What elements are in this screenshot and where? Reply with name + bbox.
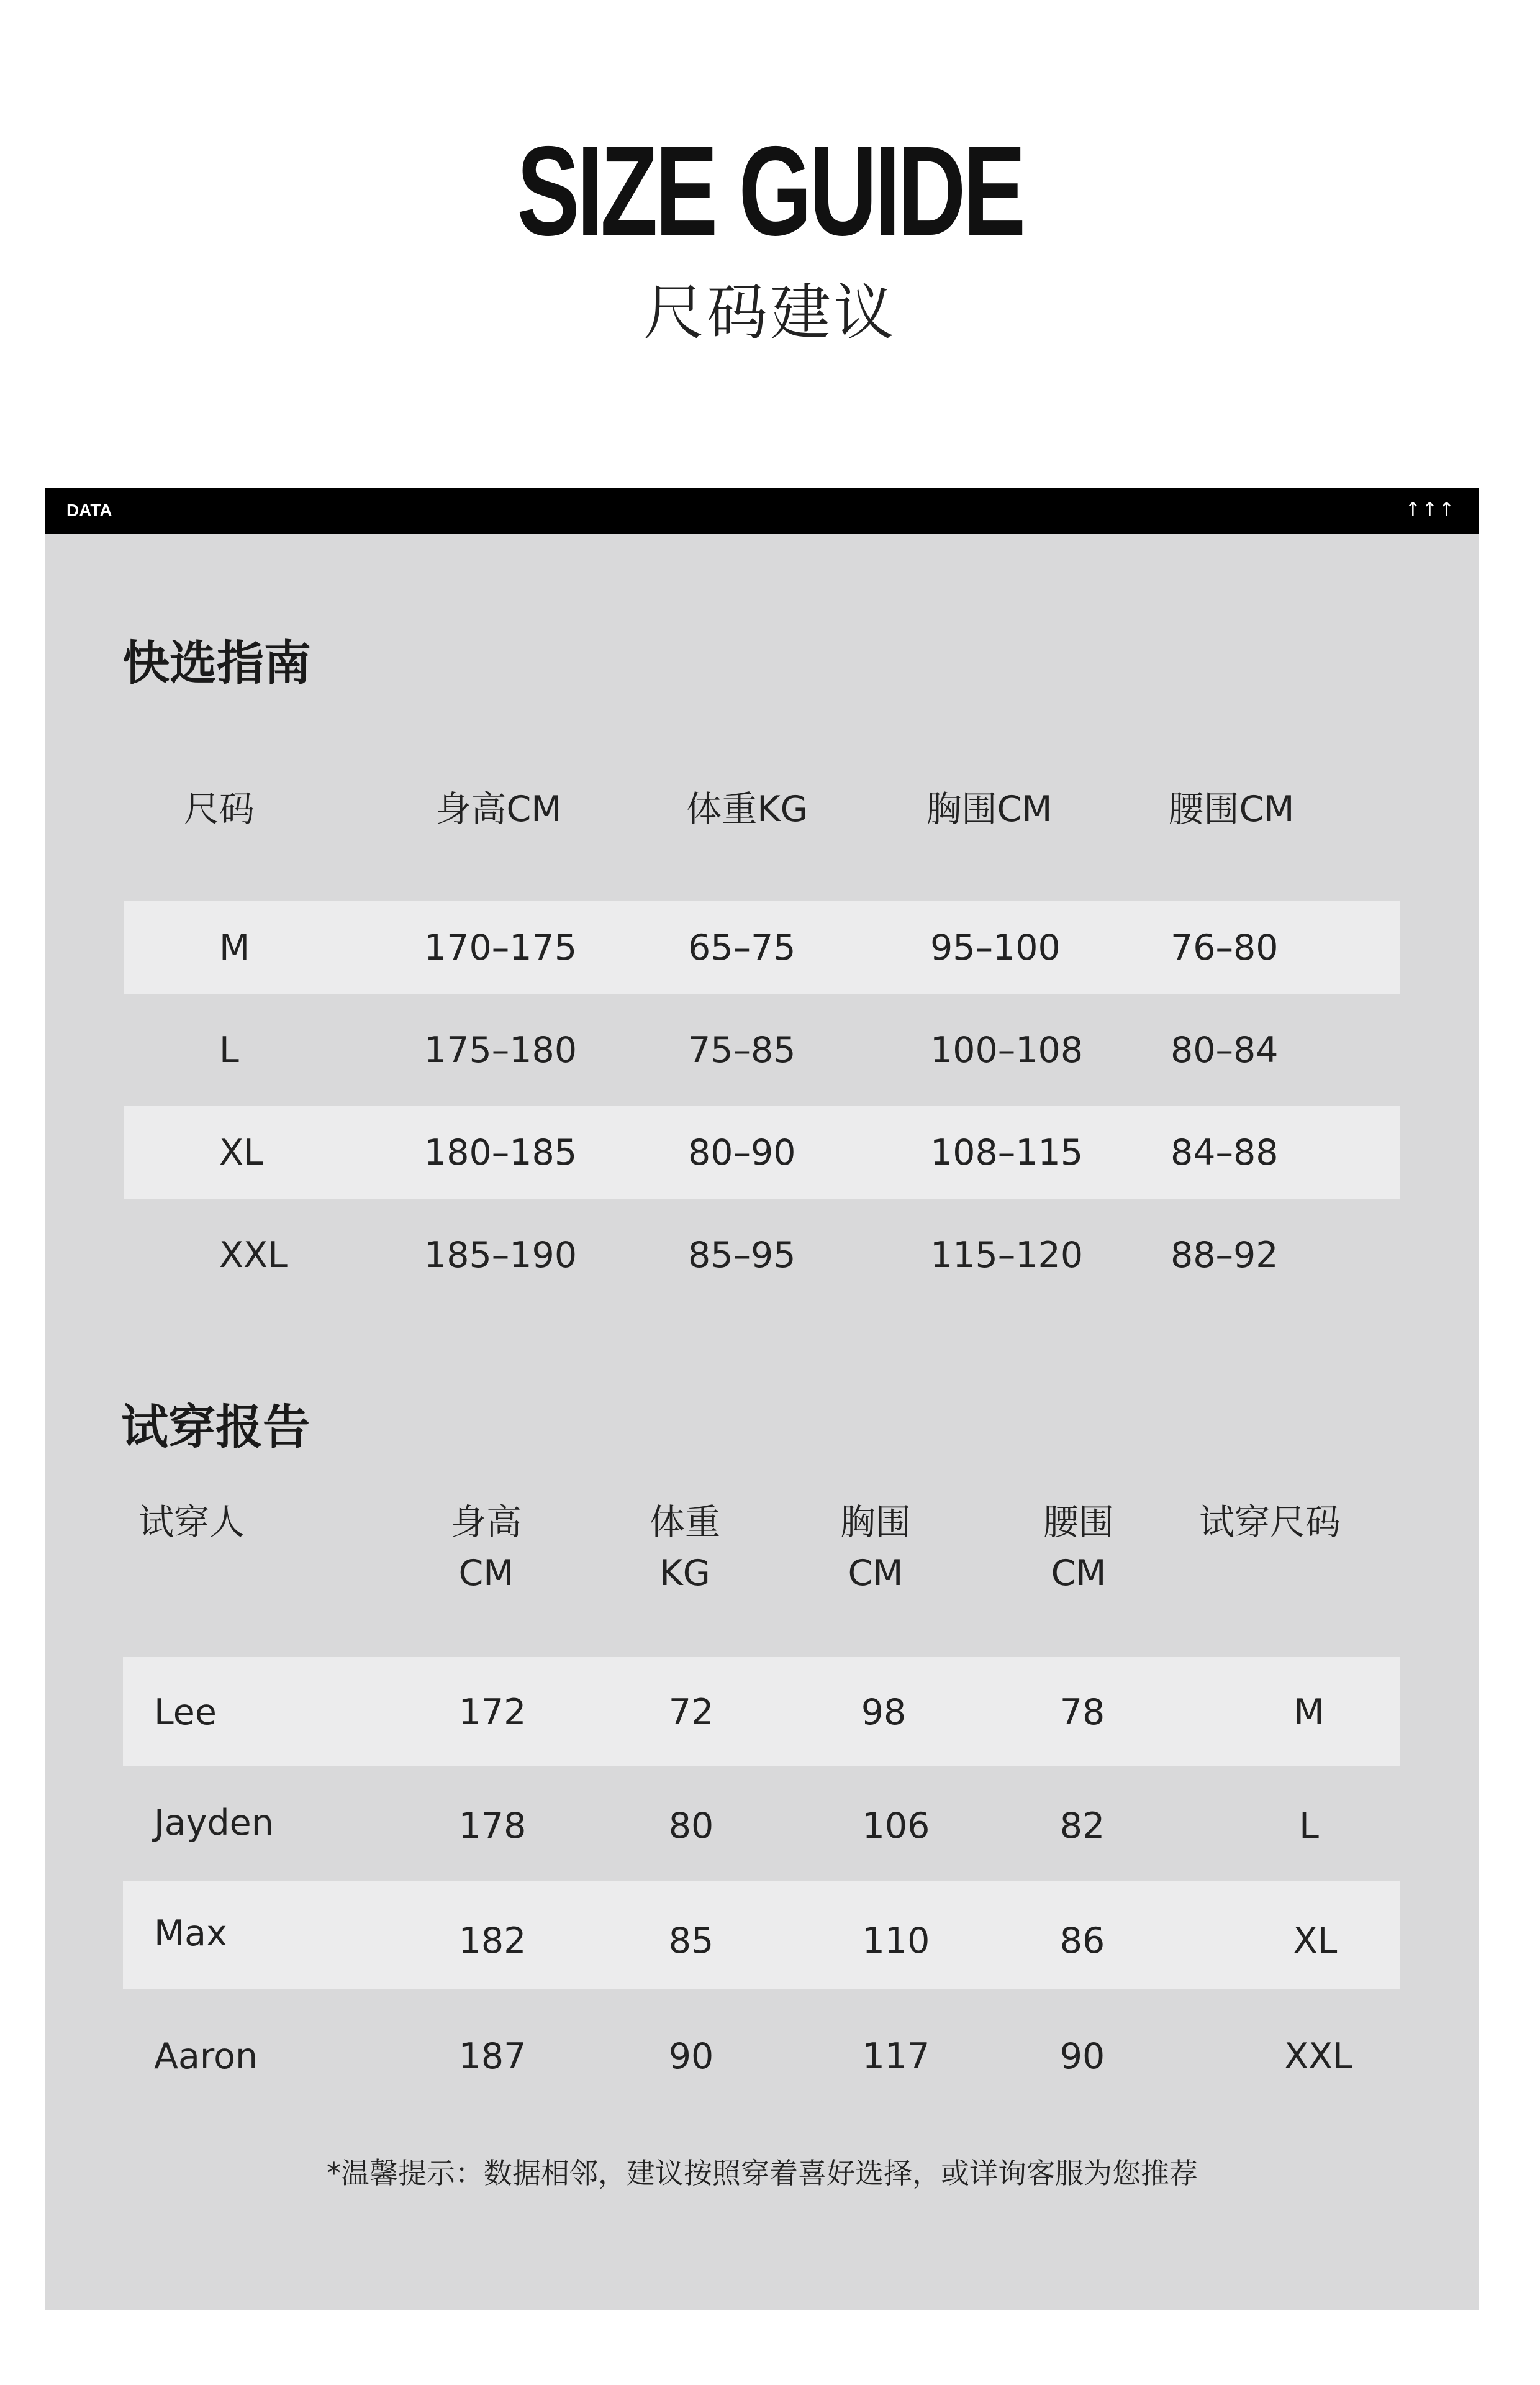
height-cell: 182	[458, 1920, 527, 1961]
column-header-size: 尺码	[184, 789, 255, 830]
weight-cell: 85	[668, 1920, 714, 1961]
chest-cell: 100–108	[930, 1030, 1084, 1071]
height-cell: 180–185	[424, 1132, 578, 1173]
weight-cell: 72	[668, 1692, 714, 1733]
quick-guide-title: 快选指南	[122, 635, 311, 691]
waist-cell: 82	[1059, 1806, 1105, 1847]
fit-report-title: 试穿报告	[121, 1399, 310, 1455]
size-cell: L	[219, 1030, 239, 1071]
height-cell: 185–190	[424, 1235, 578, 1276]
height-cell: 178	[458, 1806, 527, 1847]
tried-size-cell: XXL	[1284, 2036, 1352, 2077]
waist-cell: 80–84	[1171, 1030, 1279, 1071]
column-header-chest: 胸围 CM	[840, 1502, 911, 1594]
waist-cell: 78	[1059, 1692, 1105, 1733]
tester-name-cell: Max	[154, 1913, 227, 1954]
arrow-up-icon: ↑↑↑	[1405, 499, 1456, 520]
column-header-weight: 体重KG	[686, 789, 808, 830]
weight-cell: 75–85	[688, 1030, 796, 1071]
panel-header-bar	[45, 488, 1479, 534]
tried-size-cell: L	[1299, 1806, 1319, 1847]
column-header-weight: 体重 KG	[650, 1502, 720, 1594]
size-cell: XL	[219, 1132, 263, 1173]
waist-cell: 88–92	[1171, 1235, 1279, 1276]
height-cell: 187	[458, 2036, 527, 2077]
tester-name-cell: Jayden	[154, 1802, 274, 1843]
size-cell: XXL	[219, 1235, 288, 1276]
chest-cell: 98	[861, 1692, 907, 1733]
chest-cell: 106	[862, 1806, 930, 1847]
page-subtitle: 尺码建议	[643, 278, 897, 348]
footnote: *温馨提示：数据相邻，建议按照穿着喜好选择，或详询客服为您推荐	[327, 2156, 1198, 2190]
weight-cell: 90	[668, 2036, 714, 2077]
chest-cell: 108–115	[930, 1132, 1084, 1173]
tester-name-cell: Aaron	[154, 2036, 258, 2077]
size-data-panel	[45, 488, 1479, 2310]
weight-cell: 65–75	[688, 927, 796, 968]
data-label: DATA	[66, 501, 112, 520]
column-header-tried-size: 试穿尺码	[1199, 1502, 1341, 1543]
waist-cell: 90	[1059, 2036, 1105, 2077]
column-header-height: 身高CM	[435, 789, 562, 830]
page-title: SIZE GUIDE	[517, 120, 1023, 262]
weight-cell: 85–95	[688, 1235, 796, 1276]
weight-cell: 80–90	[688, 1132, 796, 1173]
column-header-height: 身高 CM	[451, 1502, 522, 1594]
waist-cell: 76–80	[1171, 927, 1279, 968]
column-header-chest: 胸围CM	[926, 789, 1053, 830]
waist-cell: 84–88	[1171, 1132, 1279, 1173]
waist-cell: 86	[1059, 1920, 1105, 1961]
height-cell: 175–180	[424, 1030, 578, 1071]
tried-size-cell: M	[1293, 1692, 1325, 1733]
weight-cell: 80	[668, 1806, 714, 1847]
chest-cell: 115–120	[930, 1235, 1084, 1276]
tester-name-cell: Lee	[154, 1692, 217, 1733]
height-cell: 170–175	[424, 927, 578, 968]
chest-cell: 110	[862, 1920, 930, 1961]
height-cell: 172	[458, 1692, 527, 1733]
column-header-waist: 腰围CM	[1168, 789, 1295, 830]
size-cell: M	[219, 927, 250, 968]
column-header-waist: 腰围 CM	[1043, 1502, 1114, 1594]
tried-size-cell: XL	[1293, 1920, 1338, 1961]
column-header-tester: 试穿人	[138, 1502, 245, 1543]
chest-cell: 95–100	[930, 927, 1061, 968]
chest-cell: 117	[862, 2036, 930, 2077]
